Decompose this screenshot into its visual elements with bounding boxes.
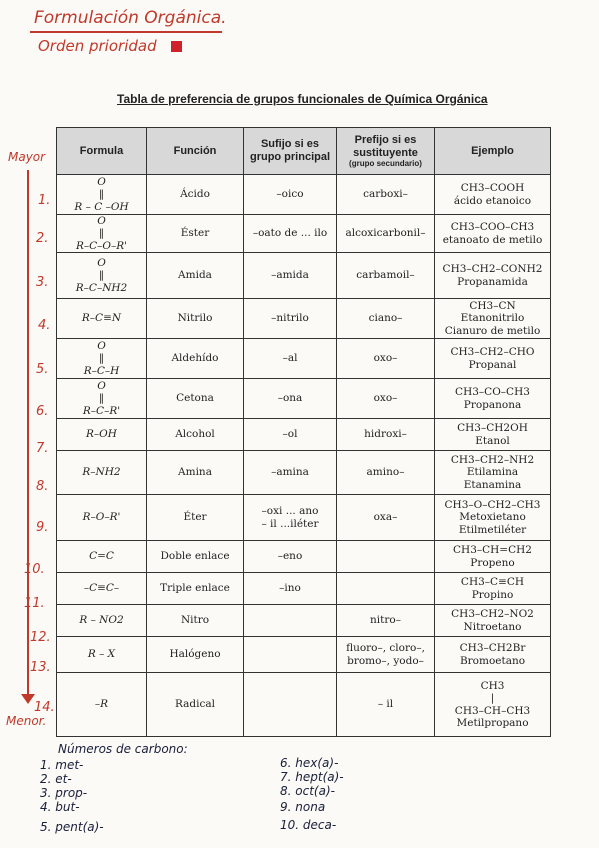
priority-rank: 2. (36, 231, 49, 246)
cell-sufijo: –ona (244, 379, 337, 419)
cell-formula: R–NH2 (57, 451, 147, 495)
carbon-prefix-item: 10. deca- (280, 818, 337, 832)
priority-rank: 6. (36, 404, 49, 419)
cell-prefijo: carbamoil– (337, 253, 435, 299)
carbon-prefix-item: 8. oct(a)- (280, 784, 335, 798)
cell-sufijo: –amina (244, 451, 337, 495)
priority-rank: 10. (24, 562, 45, 577)
cell-prefijo: carboxi– (337, 175, 435, 215)
cell-prefijo: oxa– (337, 495, 435, 541)
priority-rank: 11. (24, 596, 45, 611)
cell-ejemplo: CH3–COOH ácido etanoico (435, 175, 551, 215)
cell-ejemplo: CH3–O–CH2–CH3 Metoxietano Etilmetiléter (435, 495, 551, 541)
table-row (57, 253, 551, 299)
page-title: Formulación Orgánica. (34, 8, 227, 28)
priority-rank: 4. (38, 318, 51, 333)
carbon-prefix-item: 6. hex(a)- (280, 756, 339, 770)
cell-prefijo (337, 573, 435, 605)
cell-prefijo: alcoxicarbonil– (337, 215, 435, 253)
priority-arrow-line (27, 170, 29, 698)
cell-funcion: Nitro (147, 605, 244, 637)
header-ejemplo: Ejemplo (435, 128, 551, 175)
cell-funcion: Nitrilo (147, 299, 244, 339)
cell-formula: R–O–R' (57, 495, 147, 541)
table-row (57, 339, 551, 379)
cell-ejemplo: CH3–COO–CH3 etanoato de metilo (435, 215, 551, 253)
priority-rank: 13. (30, 660, 51, 675)
cell-ejemplo: CH3–CO–CH3 Propanona (435, 379, 551, 419)
priority-rank: 3. (36, 275, 49, 290)
table-row (57, 175, 551, 215)
cell-ejemplo: CH3–CH2–NO2 Nitroetano (435, 605, 551, 637)
priority-rank: 1. (38, 193, 51, 208)
cell-prefijo (337, 541, 435, 573)
cell-formula: R–C≡N (57, 299, 147, 339)
cell-funcion: Ácido (147, 175, 244, 215)
cell-formula: O ‖ R–C–R' (57, 379, 147, 419)
cell-sufijo: –oxi ... ano – il ...iléter (244, 495, 337, 541)
cell-ejemplo: CH3–C≡CH Propino (435, 573, 551, 605)
cell-formula: O ‖ R–C–H (57, 339, 147, 379)
cell-ejemplo: CH3–CH2–CONH2 Propanamida (435, 253, 551, 299)
priority-rank: 14. (34, 700, 55, 715)
page-subtitle: Orden prioridad (38, 37, 157, 55)
cell-ejemplo: CH3–CH2–CHO Propanal (435, 339, 551, 379)
cell-sufijo: –eno (244, 541, 337, 573)
table-row (57, 299, 551, 339)
carbon-prefix-item: 5. pent(a)- (40, 820, 104, 834)
table-row (57, 541, 551, 573)
table-row (57, 495, 551, 541)
cell-sufijo: –al (244, 339, 337, 379)
cell-formula: R–OH (57, 419, 147, 451)
cell-funcion: Amina (147, 451, 244, 495)
table-row (57, 379, 551, 419)
carbon-prefix-item: 9. nona (280, 800, 326, 814)
table-row (57, 215, 551, 253)
carbon-prefix-item: 1. met- (40, 758, 84, 772)
cell-funcion: Doble enlace (147, 541, 244, 573)
cell-funcion: Éter (147, 495, 244, 541)
axis-top-label: Mayor (8, 150, 46, 164)
cell-sufijo: –oico (244, 175, 337, 215)
cell-sufijo (244, 673, 337, 737)
carbon-prefix-item: 7. hept(a)- (280, 770, 344, 784)
table-title: Tabla de preferencia de grupos funcionales de Química Orgánica (117, 92, 488, 106)
cell-ejemplo: CH3–CH2OH Etanol (435, 419, 551, 451)
cell-sufijo: –amida (244, 253, 337, 299)
cell-funcion: Éster (147, 215, 244, 253)
cell-prefijo: nitro– (337, 605, 435, 637)
table-row (57, 605, 551, 637)
cell-sufijo: –ino (244, 573, 337, 605)
cell-funcion: Radical (147, 673, 244, 737)
cell-prefijo: – il (337, 673, 435, 737)
cell-prefijo: oxo– (337, 379, 435, 419)
cell-sufijo (244, 637, 337, 673)
table-row (57, 573, 551, 605)
cell-funcion: Alcohol (147, 419, 244, 451)
cell-prefijo: oxo– (337, 339, 435, 379)
cell-sufijo: –ol (244, 419, 337, 451)
table-header-row (57, 128, 551, 175)
carbon-prefix-item: 3. prop- (40, 786, 88, 800)
cell-funcion: Amida (147, 253, 244, 299)
cell-funcion: Aldehído (147, 339, 244, 379)
cell-ejemplo: CH3–CH2Br Bromoetano (435, 637, 551, 673)
cell-funcion: Cetona (147, 379, 244, 419)
header-funcion: Función (147, 128, 244, 175)
cell-formula: R – X (57, 637, 147, 673)
priority-rank: 7. (36, 441, 49, 456)
cell-sufijo: –nitrilo (244, 299, 337, 339)
cell-funcion: Triple enlace (147, 573, 244, 605)
cell-prefijo: fluoro–, cloro–, bromo–, yodo– (337, 637, 435, 673)
priority-rank: 9. (36, 520, 49, 535)
cell-formula: O ‖ R–C–O–R' (57, 215, 147, 253)
priority-rank: 8. (36, 479, 49, 494)
cell-funcion: Halógeno (147, 637, 244, 673)
cell-sufijo: –oato de ... ilo (244, 215, 337, 253)
cell-formula: –R (57, 673, 147, 737)
cell-prefijo: hidroxi– (337, 419, 435, 451)
cell-prefijo: ciano– (337, 299, 435, 339)
cell-formula: O ‖ R – C –OH (57, 175, 147, 215)
table-row (57, 419, 551, 451)
header-prefijo-note: (grupo secundario) (349, 159, 422, 169)
header-prefijo (337, 128, 435, 175)
priority-rank: 12. (30, 630, 51, 645)
cell-sufijo (244, 605, 337, 637)
cell-ejemplo: CH3–CN Etanonitrilo Cianuro de metilo (435, 299, 551, 339)
carbon-prefix-item: 2. et- (40, 772, 72, 786)
cell-prefijo: amino– (337, 451, 435, 495)
cell-formula: O ‖ R–C–NH2 (57, 253, 147, 299)
table-row (57, 673, 551, 737)
cell-ejemplo: CH3 | CH3–CH–CH3 Metilpropano (435, 673, 551, 737)
table-row (57, 451, 551, 495)
axis-bottom-label: Menor. (6, 714, 47, 728)
carbon-prefix-item: 4. but- (40, 800, 80, 814)
cell-ejemplo: CH3–CH2–NH2 Etilamina Etanamina (435, 451, 551, 495)
header-sufijo: Sufijo si es grupo principal (244, 128, 337, 175)
priority-arrow-head (21, 694, 35, 704)
table-row (57, 637, 551, 673)
carbon-numbers-title: Números de carbono: (58, 742, 188, 756)
cell-formula: –C≡C– (57, 573, 147, 605)
cell-ejemplo: CH3–CH=CH2 Propeno (435, 541, 551, 573)
priority-rank: 5. (36, 362, 49, 377)
cell-formula: R – NO2 (57, 605, 147, 637)
cell-formula: C=C (57, 541, 147, 573)
title-underline (30, 31, 222, 33)
header-formula: Formula (57, 128, 147, 175)
functional-groups-table (56, 127, 551, 737)
header-prefijo-label: Prefijo si es sustituyente (353, 133, 418, 159)
red-square-mark (171, 41, 182, 52)
